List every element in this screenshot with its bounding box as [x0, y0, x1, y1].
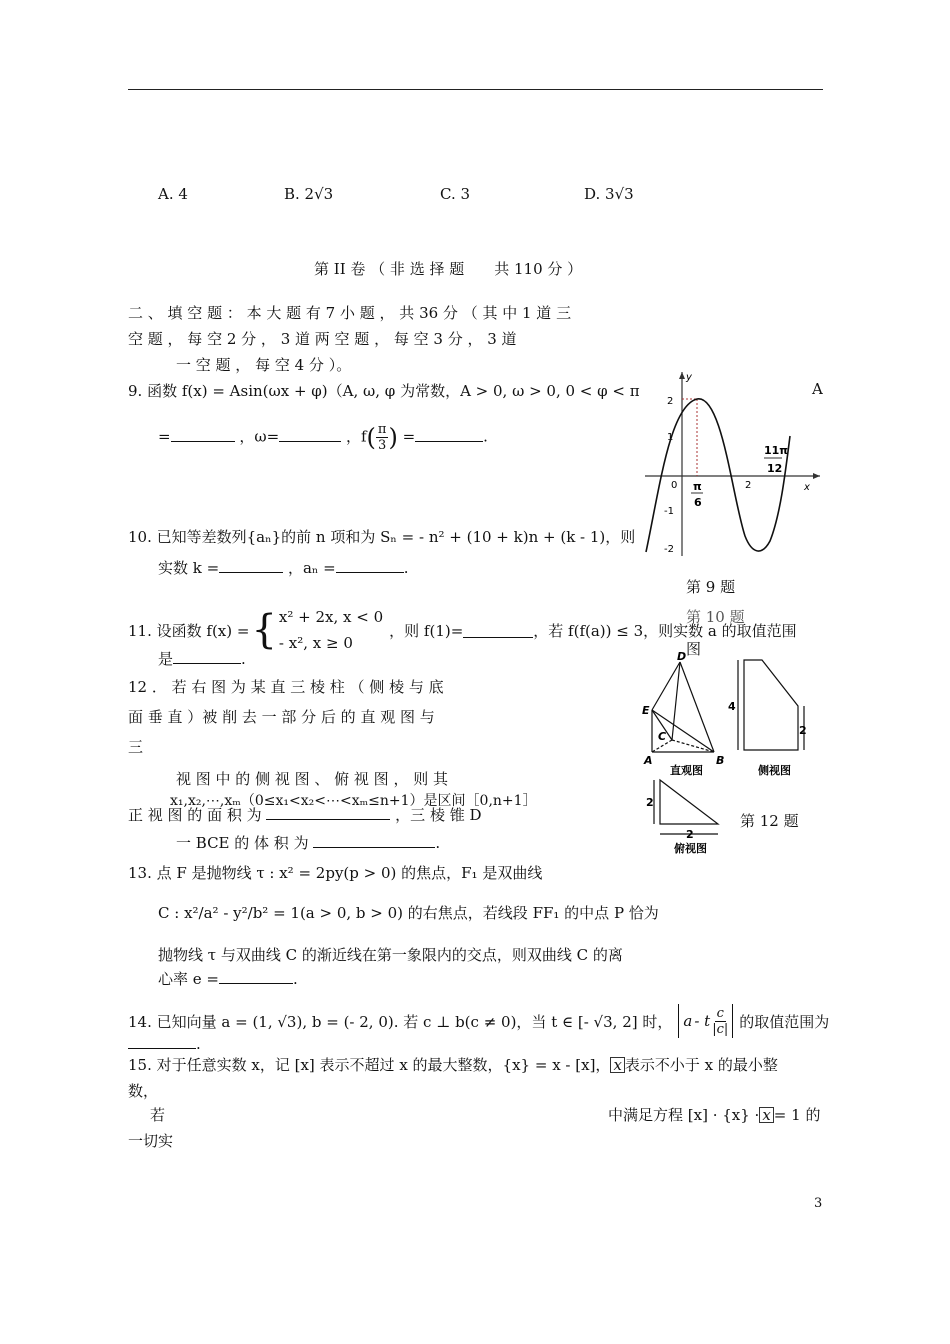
graph-ytick-m2: -2 — [664, 544, 674, 555]
option-c: C. 3 — [440, 185, 471, 203]
section-line-2: 空 题 ， 每 空 2 分 ， 3 道 两 空 题 ， 每 空 3 分 ， 3 道 — [128, 330, 517, 348]
fig9-caption: 第 9 题 — [686, 578, 736, 596]
q11-line-1: 11. 设函数 f(x) = { x² + 2x, x < 0 - x², x ≥ 0 ，则 f(1)= ，若 f(f(a)) ≤ 3，则实数 a 的取值范围 — [128, 604, 797, 656]
q10-an: ，aₙ = — [287, 559, 336, 577]
graph-ytick-1: 1 — [667, 432, 674, 443]
option-b: B. 2√3 — [284, 185, 334, 203]
q11-case-2: - x², x ≥ 0 — [278, 634, 353, 652]
point-e: E — [642, 704, 650, 717]
graph-11pi-label: 11π — [764, 444, 789, 457]
section-line-3: 一 空 题 ， 每 空 4 分 ）。 — [176, 356, 352, 374]
q12-line-5: 正 视 图 的 面 积 为 ，三 棱 锥 D — [128, 806, 482, 824]
q9-blank-a[interactable] — [171, 427, 235, 442]
q9-blank-w[interactable] — [279, 427, 341, 442]
q15-line-3b: 中满足方程 [x] · {x} · x = 1 的 — [608, 1106, 821, 1124]
q12-line-4: 视 图 中 的 侧 视 图 、 俯 视 图 ， 则 其 — [176, 770, 448, 788]
q14-abs-expr: a - t $\frac{c}{|c|}$ — [678, 1004, 733, 1038]
graph-x-label: x — [804, 482, 810, 493]
view-side-label: 侧视图 — [758, 764, 791, 777]
q15-line-4: 一切实 — [128, 1132, 174, 1150]
q9-w-eq: ，ω= — [239, 427, 280, 446]
q9-f-eq: = — [402, 427, 416, 446]
q12-blank-volume[interactable] — [313, 833, 435, 848]
q14-line-1 — [128, 1004, 829, 1038]
q11-mid2: ，若 f(f(a)) ≤ 3，则实数 a 的取值范围 — [533, 621, 797, 640]
q15-line-1: 15. 对于任意实数 x，记 [x] 表示不超过 x 的最大整数，{x} = x - [x]， x 表示不小于 x 的最小整 — [128, 1056, 778, 1074]
q12-overlay: x₁,x₂,⋯,xₘ（0≤x₁<x₂<⋯<xₘ≤n+1）是区间［0,n+1］ — [170, 793, 537, 809]
q10-k: 实数 k = — [158, 559, 220, 577]
point-d: D — [677, 650, 687, 663]
dim-2-top: 2 — [646, 796, 654, 809]
q9-graph — [640, 366, 830, 562]
q10-line-1: 10. 已知等差数列{aₙ}的前 n 项和为 Sₙ = - n² + (10 + k)n + (k - 1)，则 — [128, 528, 636, 546]
q9-a-eq: = — [158, 427, 171, 446]
part2-title: 第 II 卷 （ 非 选 择 题 共 110 分 ） — [314, 260, 583, 278]
q13-line-3: 抛物线 τ 与双曲线 C 的渐近线在第一象限内的交点，则双曲线 C 的离 — [158, 946, 623, 964]
point-c: C — [658, 730, 667, 743]
option-a: A. 4 — [158, 185, 188, 203]
q11-case-1: x² + 2x, x < 0 — [278, 608, 384, 626]
q12-blank-area[interactable] — [266, 805, 390, 820]
dim-2-side: 2 — [799, 724, 807, 737]
q12-line-1: 12 ． 若 右 图 为 某 直 三 棱 柱 （ 侧 棱 与 底 — [128, 678, 444, 696]
q9-trail: A — [812, 380, 823, 398]
q9-line-2: = ，ω= ，f( $\frac{\pi}{3}$ ) = . — [158, 422, 488, 453]
page-number: 3 — [814, 1196, 823, 1211]
graph-ytick-m1: -1 — [664, 506, 674, 517]
q14-line-2: . — [128, 1034, 201, 1053]
q11-cases — [279, 604, 383, 656]
option-d: D. 3√3 — [584, 185, 634, 203]
q10-line-2: 实数 k = ，aₙ = . — [158, 559, 409, 577]
q12-line-2: 面 垂 直 ）被 削 去 一 部 分 后 的 直 观 图 与 — [128, 708, 435, 726]
q10-blank-k[interactable] — [219, 558, 283, 573]
q9-line-1: 9. 函数 f(x) = Asin(ωx + φ)（A, ω, φ 为常数，A > 0, ω > 0, 0 < φ < π — [128, 382, 640, 400]
dim-2-bottom: 2 — [686, 828, 694, 841]
top-rule — [128, 89, 823, 90]
q9-dot: . — [483, 427, 488, 446]
q13-line-1: 13. 点 F 是抛物线 τ : x² = 2py(p > 0) 的焦点，F₁ 是双曲线 — [128, 864, 543, 882]
q9-blank-f[interactable] — [415, 427, 483, 442]
q15-line-3a: 若 — [150, 1106, 166, 1124]
q10-blank-an[interactable] — [336, 558, 404, 573]
section-line-1: 二 、 填 空 题 ： 本 大 题 有 7 小 题 ， 共 36 分 （ 其 中 1 道 三 — [128, 304, 572, 322]
graph-6-label: 6 — [694, 496, 702, 509]
q9-f: ，f — [345, 427, 367, 446]
graph-12-label: 12 — [767, 462, 783, 475]
q15-line-2: 数， — [128, 1082, 159, 1100]
q11-mid: ，则 f(1)= — [389, 621, 464, 640]
fig10-note: 图 — [686, 640, 702, 658]
q9-frac: $\frac{\pi}{3}$ — [377, 422, 387, 453]
q15-ceil-box: x — [610, 1057, 624, 1073]
q11-line-2: 是 . — [158, 650, 246, 668]
graph-y-label: y — [686, 372, 692, 383]
q14-end: 的取值范围为 — [739, 1012, 830, 1031]
q12-figure — [640, 648, 830, 860]
q14-text: 14. 已知向量 a = (1, √3), b = (- 2, 0). 若 c ⊥ b(c ≠ 0)，当 t ∈ [- √3, 2] 时， — [128, 1012, 673, 1031]
view-main-label: 直观图 — [670, 764, 703, 777]
graph-xtick-2: 2 — [745, 480, 752, 491]
fig12-caption: 第 12 题 — [740, 812, 799, 830]
q13-line-2: C : x²/a² - y²/b² = 1(a > 0, b > 0) 的右焦点，若线段 FF₁ 的中点 P 恰为 — [158, 904, 659, 922]
graph-origin: 0 — [671, 480, 678, 491]
side-view — [738, 660, 804, 750]
q14-blank-range[interactable] — [128, 1034, 196, 1049]
point-b: B — [716, 754, 725, 767]
point-a: A — [644, 754, 653, 767]
q11-blank-range[interactable] — [173, 649, 241, 664]
graph-pi-label: π — [693, 480, 702, 493]
q13-blank-e[interactable] — [219, 969, 293, 984]
fig10-caption: 第 10 题 — [686, 608, 745, 626]
dim-4: 4 — [728, 700, 736, 713]
top-view — [654, 780, 718, 834]
q12-line-3: 三 — [128, 738, 144, 756]
q13-line-4: 心率 e = . — [158, 970, 298, 988]
q12-line-6: 一 BCE 的 体 积 为 . — [176, 834, 441, 852]
graph-ytick-2: 2 — [667, 396, 674, 407]
q11-prefix: 11. 设函数 f(x) = — [128, 621, 250, 640]
view-top-label: 俯视图 — [674, 842, 707, 855]
q11-blank-f1[interactable] — [463, 623, 533, 638]
